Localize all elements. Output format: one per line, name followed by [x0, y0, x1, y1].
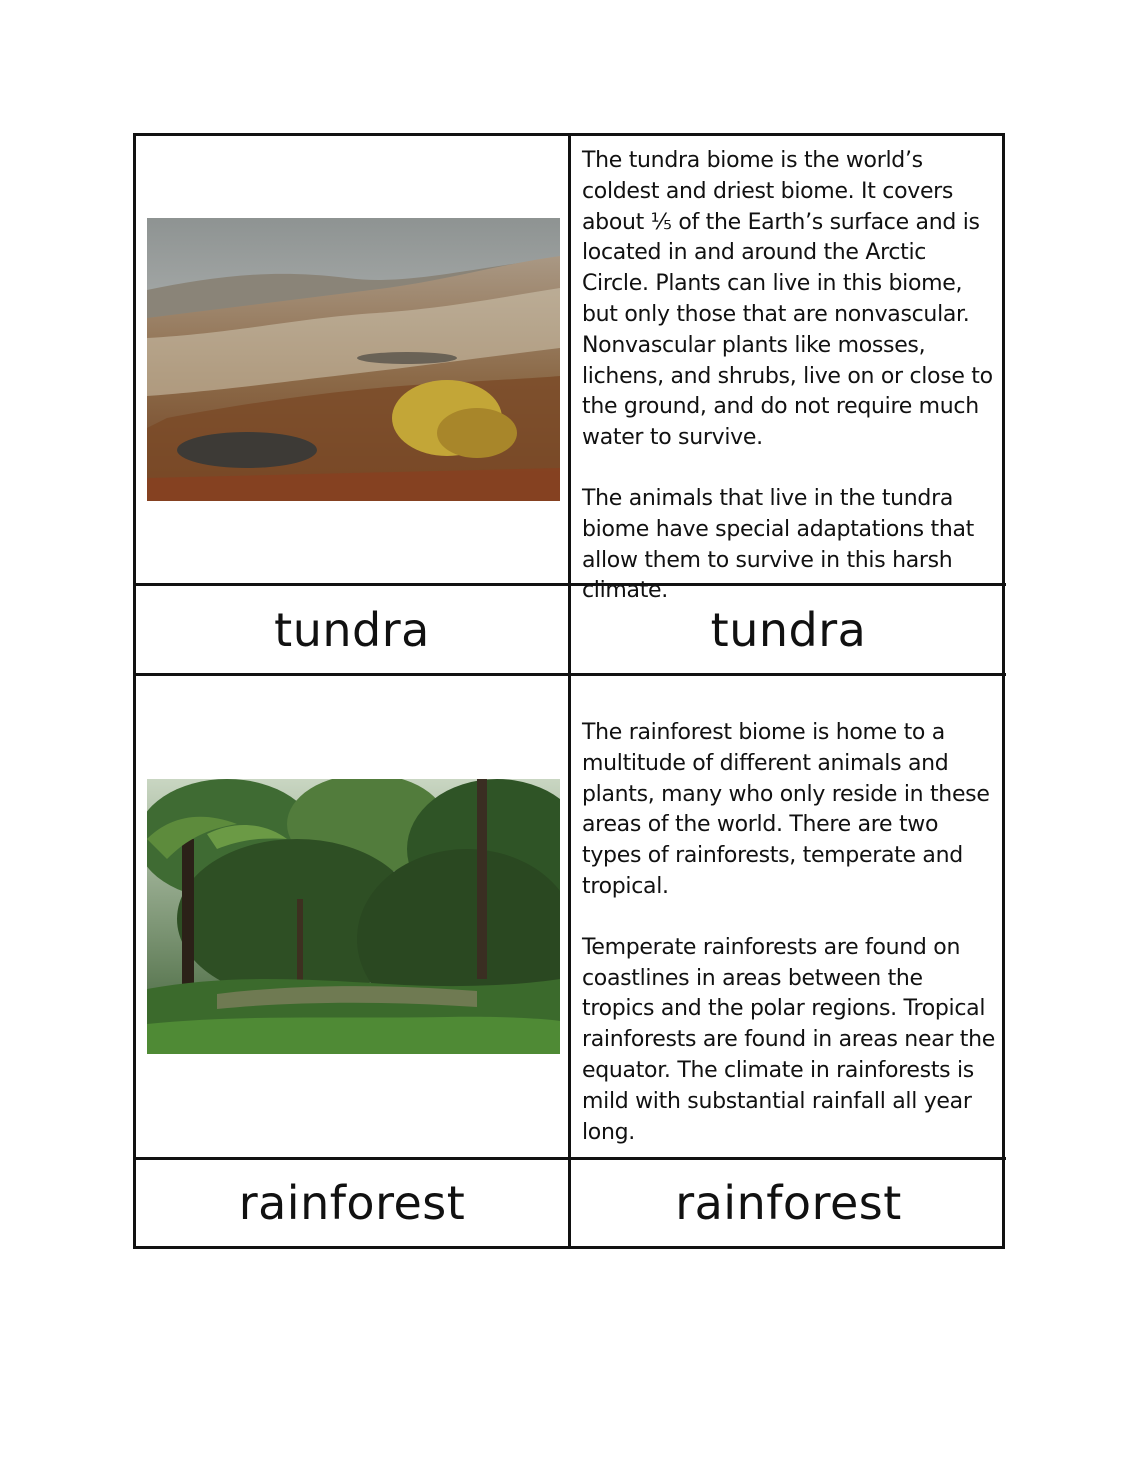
- rainforest-description-paragraph-1: The rainforest biome is home to a multitude of different animals and plants, many who only reside in these areas of the world. There are two types of rainforests, temperate and tropical.: [582, 720, 990, 899]
- three-part-cards-grid: [133, 133, 1005, 1249]
- tundra-definition-label: tundra: [571, 586, 1006, 676]
- rainforest-definition-label: rainforest: [675, 1176, 902, 1230]
- rainforest-description-cell: [571, 676, 1006, 1160]
- rainforest-photo: [147, 779, 560, 1054]
- rainforest-description-paragraph-2: Temperate rainforests are found on coastlines in areas between the tropics and the polar regions. Tropical rainforests are found in areas near the equator. The climate in rainforests is mild with substantial rainfall all year long.: [582, 934, 996, 1145]
- tundra-description-cell: [571, 136, 1006, 604]
- rainforest-picture-label: rainforest: [136, 1160, 571, 1246]
- tundra-description-paragraph-2: The animals that live in the tundra biome have special adaptations that allow them to survive in this harsh climate.: [582, 485, 974, 604]
- tundra-landscape-icon: [147, 218, 560, 501]
- rainforest-picture-cell: [136, 676, 571, 1160]
- rainforest-photo-icon: [147, 779, 560, 1054]
- tundra-picture-cell: [136, 136, 571, 586]
- tundra-description-paragraph-1: The tundra biome is the world’s coldest and driest biome. It covers about ⅕ of the Earth’s surface and is located in and around the Arctic Circle. Plants can live in this biome, but only those that are nonvascular. Nonvascular plants like mosses, lichens, and shrubs, live on or close to the ground, and do not require much water to survive.: [582, 148, 993, 451]
- tundra-picture-label: tundra: [136, 586, 571, 676]
- tundra-photo: [147, 218, 560, 501]
